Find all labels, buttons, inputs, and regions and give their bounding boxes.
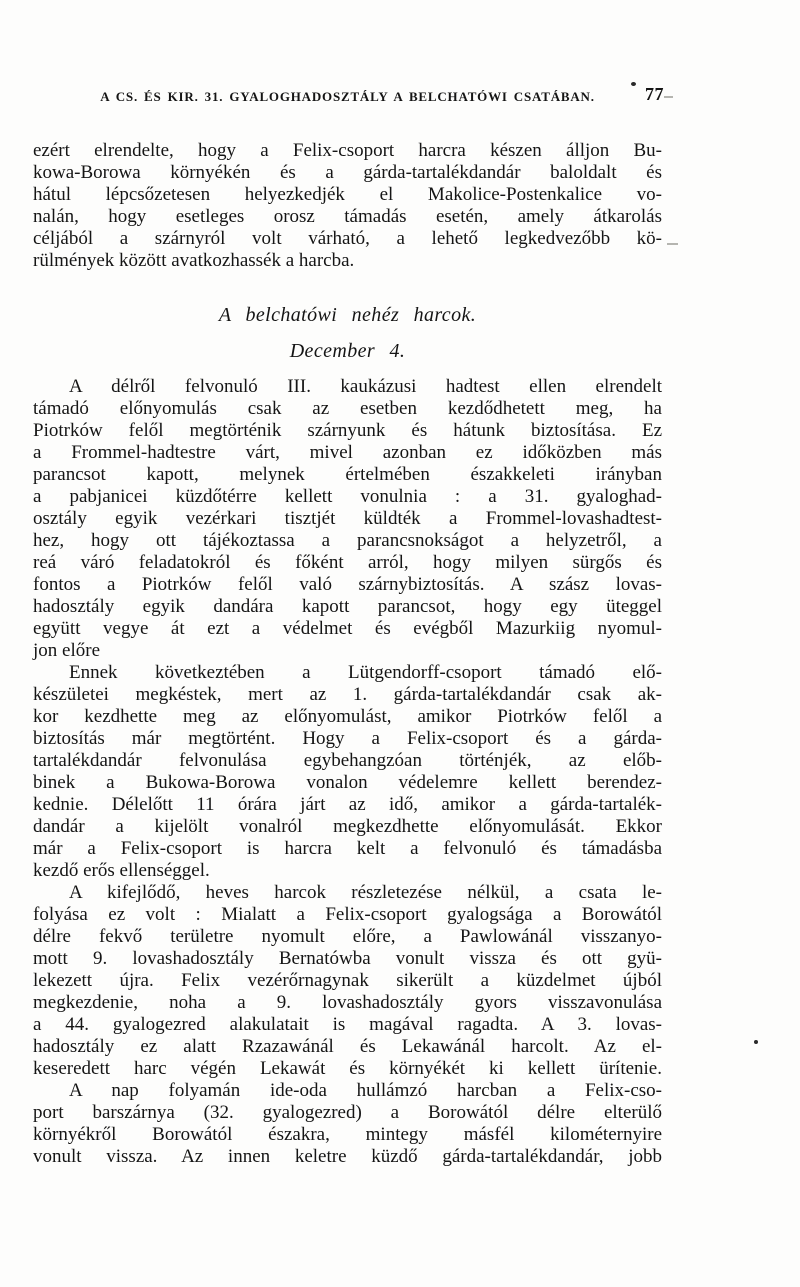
text-line: A kifejlődő, heves harcok részletezése nélkül, a csata le- bbox=[69, 882, 662, 903]
text-line: környékről Borowától északra, mintegy másfél kilométernyire bbox=[33, 1124, 662, 1145]
text-line: kednie. Délelőtt 11 órára járt az idő, amikor a gárda-tartalék- bbox=[33, 794, 662, 815]
text-line: lekezett újra. Felix vezérőrnagynak sikerült a küzdelmet újból bbox=[33, 970, 662, 991]
text-line: A délről felvonuló III. kaukázusi hadtest ellen elrendelt bbox=[69, 376, 662, 397]
paragraph bbox=[33, 882, 662, 1080]
text-line: megkezdenie, noha a 9. lovashadosztály gyors visszavonulása bbox=[33, 992, 662, 1013]
running-head-title: A CS. ÉS KIR. 31. GYALOGHADOSZTÁLY A BELCHATÓWI CSATÁBAN. bbox=[100, 89, 595, 104]
text-line: nalán, hogy esetleges orosz támadás esetén, amely átkarolás bbox=[33, 206, 662, 227]
text-line: rülmények között avatkozhassék a harcba. bbox=[33, 250, 355, 271]
text-line: jon előre bbox=[33, 640, 101, 661]
text-line: mott 9. lovashadosztály Bernatówba vonult vissza és ott gyü- bbox=[33, 948, 662, 969]
text-line: vonult vissza. Az innen keletre küzdő gárda-tartalékdandár, jobb bbox=[33, 1146, 662, 1167]
text-line: a 44. gyalogezred alakulatait is magával ragadta. A 3. lovas- bbox=[33, 1014, 662, 1035]
paragraph bbox=[33, 1080, 662, 1168]
text-line: Piotrków felől megtörténik szárnyunk és hátunk biztosítása. Ez bbox=[33, 420, 662, 441]
text-line: A nap folyamán ide-oda hullámzó harcban a Felix-cso- bbox=[69, 1080, 662, 1101]
paragraph bbox=[33, 662, 662, 882]
scan-artifact-dot bbox=[754, 1040, 758, 1044]
text-line: fontos a Piotrków felől való szárnybiztosítás. A szász lovas- bbox=[33, 574, 662, 595]
text-line: hadosztály ez alatt Rzazawánál és Lekawánál harcolt. Az el- bbox=[33, 1036, 662, 1057]
paragraph bbox=[33, 376, 662, 662]
scan-artifact-dash bbox=[664, 96, 673, 98]
text-line: délre fekvő területre nyomult előre, a Pawlowánál visszanyo- bbox=[33, 926, 662, 947]
text-line: hadosztály egyik dandára kapott parancsot, hogy egy üteggel bbox=[33, 596, 662, 617]
text-line: parancsot kapott, melynek értelmében északkeleti irányban bbox=[33, 464, 662, 485]
page-number: 77 bbox=[645, 84, 664, 104]
text-line: Ennek következtében a Lütgendorff-csoport támadó elő- bbox=[69, 662, 662, 683]
scan-artifact-dot bbox=[631, 82, 636, 86]
text-line: osztály egyik vezérkari tisztjét küldték a Frommel-lovashadtest- bbox=[33, 508, 662, 529]
text-line: tartalékdandár felvonulása egybehangzóan történjék, az előb- bbox=[33, 750, 662, 771]
text-line: készületei megkéstek, mert az 1. gárda-tartalékdandár csak ak- bbox=[33, 684, 662, 705]
text-line: biztosítás már megtörtént. Hogy a Felix-csoport és a gárda- bbox=[33, 728, 662, 749]
text-line: hátul lépcsőzetesen helyezkedjék el Makolice-Postenkalice vo- bbox=[33, 184, 662, 205]
scan-artifact-dash bbox=[667, 243, 678, 245]
paragraph bbox=[33, 140, 662, 272]
page-header bbox=[33, 84, 662, 108]
text-line: a Frommel-hadtestre várt, mivel azonban ez időközben más bbox=[33, 442, 662, 463]
text-line: kor kezdhette meg az előnyomulást, amikor Piotrków felől a bbox=[33, 706, 662, 727]
text-line: a pabjanicei küzdőtérre kellett vonulnia : a 31. gyaloghad- bbox=[33, 486, 662, 507]
text-line: hez, hogy ott tájékoztassa a parancsnokságot a helyzetről, a bbox=[33, 530, 662, 551]
text-line: keseredett harc végén Lekawát és környékét ki kellett ürítenie. bbox=[33, 1058, 662, 1079]
text-line: port barszárnya (32. gyalogezred) a Borowától délre elterülő bbox=[33, 1102, 662, 1123]
text-line: dandár a kijelölt vonalról megkezdhette előnyomulását. Ekkor bbox=[33, 816, 662, 837]
text-line: támadó előnyomulás csak az esetben kezdődhetett meg, ha bbox=[33, 398, 662, 419]
text-line: már a Felix-csoport is harcra kelt a felvonuló és támadásba bbox=[33, 838, 662, 859]
text-line: céljából a szárnyról volt várható, a lehető legkedvezőbb kö- bbox=[33, 228, 662, 249]
page-body bbox=[33, 140, 662, 1168]
text-line: reá váró feladatokról és főként arról, hogy milyen sürgős és bbox=[33, 552, 662, 573]
text-line: együtt vegye át ezt a védelmet és evégből Mazurkiig nyomul- bbox=[33, 618, 662, 639]
section-date: December 4. bbox=[289, 340, 406, 362]
text-line: folyása ez volt : Mialatt a Felix-csoport gyalogsága a Borowától bbox=[33, 904, 662, 925]
text-line: kowa-Borowa környékén és a gárda-tartalékdandár baloldalt és bbox=[33, 162, 662, 183]
text-line: kezdő erős ellenséggel. bbox=[33, 860, 210, 881]
text-line: binek a Bukowa-Borowa vonalon védelemre kellett berendez- bbox=[33, 772, 662, 793]
section-heading: A belchatówi nehéz harcok. bbox=[218, 304, 477, 326]
text-line: ezért elrendelte, hogy a Felix-csoport harcra készen álljon Bu- bbox=[33, 140, 662, 161]
